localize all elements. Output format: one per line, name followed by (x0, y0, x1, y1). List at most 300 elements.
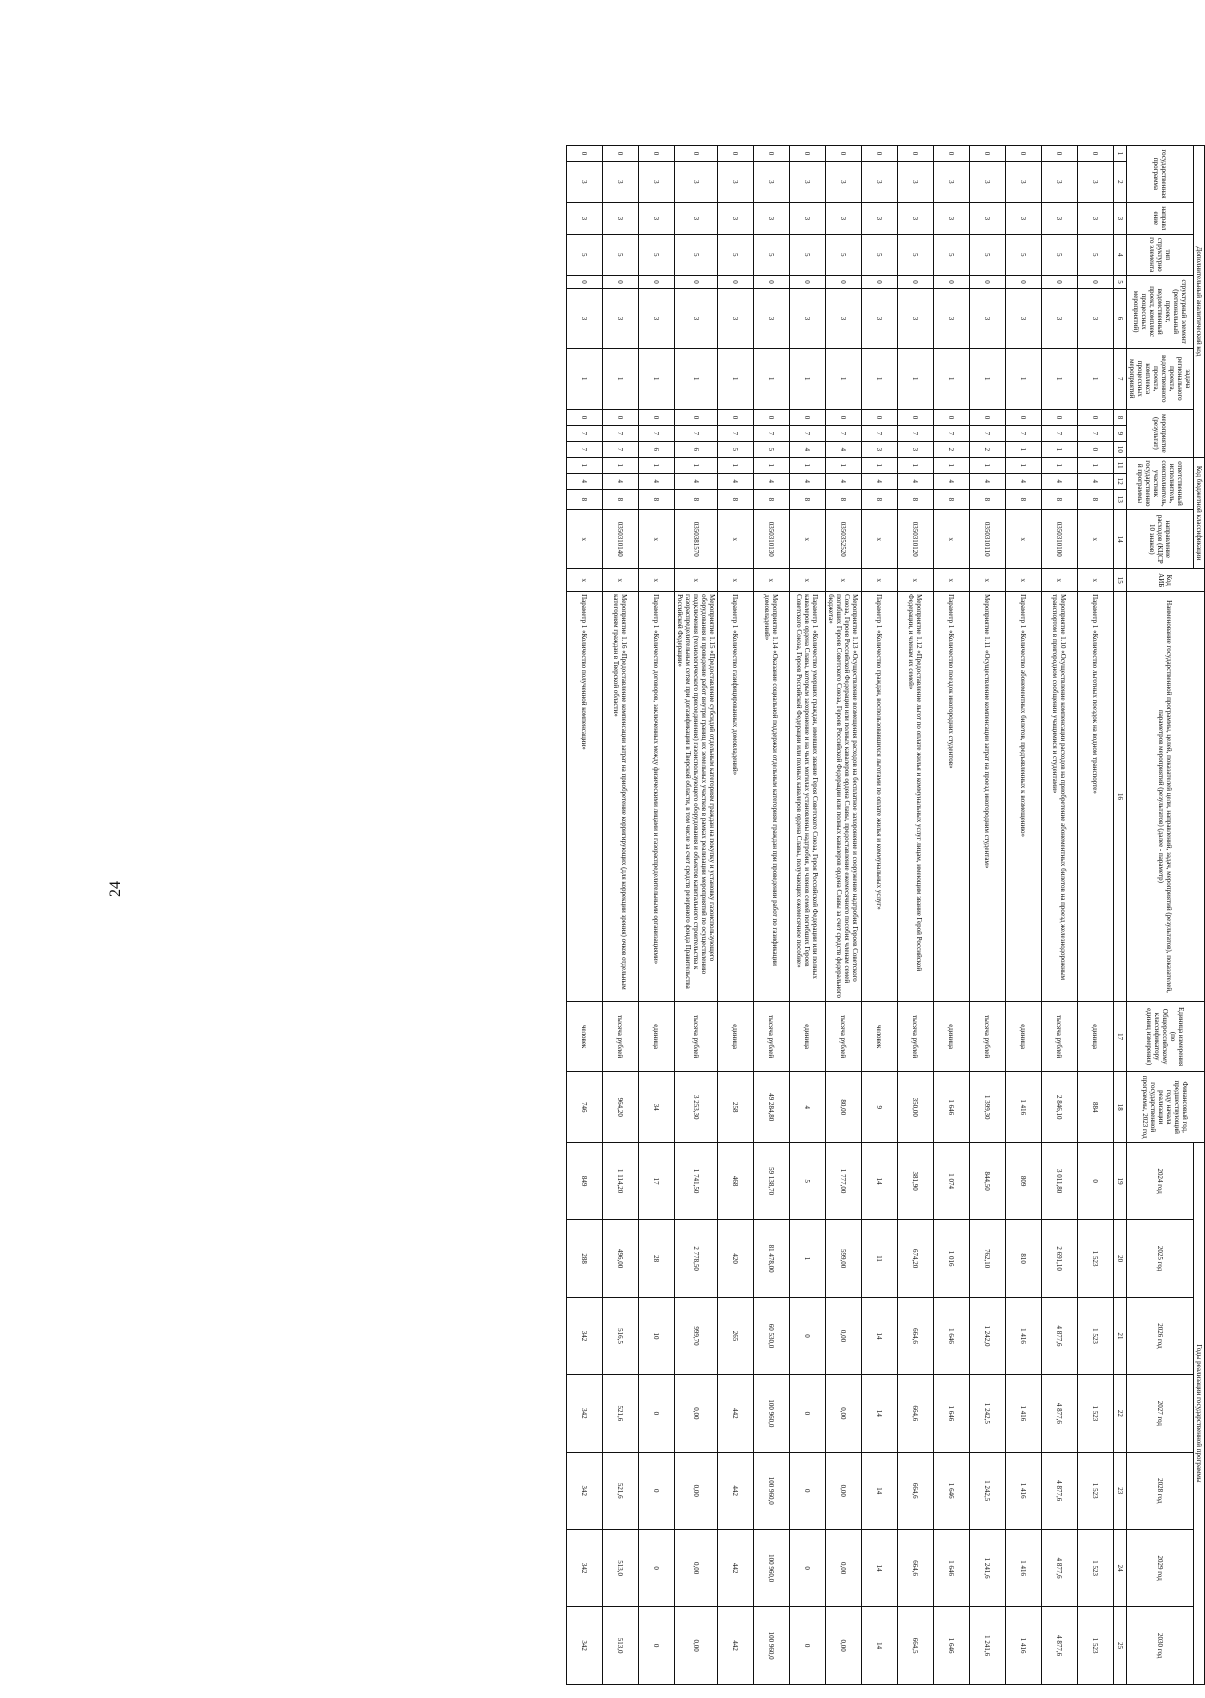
code-cell: 1 (1006, 457, 1042, 473)
value-cell: 0 (790, 1607, 826, 1685)
code-cell: 0 (934, 275, 970, 289)
code-cell: 0 (1006, 146, 1042, 162)
code-cell: 1 (675, 348, 718, 409)
code-cell: 3 (898, 202, 934, 234)
code-cell: 0 (567, 410, 603, 426)
column-number: 4 (1114, 234, 1127, 275)
code-cell: 5 (567, 234, 603, 275)
code-cell: 8 (754, 489, 790, 509)
value-cell: 1 646 (934, 1375, 970, 1452)
value-cell: 664,5 (898, 1607, 934, 1685)
table-row (718, 146, 754, 1685)
header-sub-task: задача регионального проекта, ведомственного проекта, комплекса процессных мероприятий (1127, 348, 1194, 409)
code-cell: x (898, 569, 934, 592)
column-number: 25 (1114, 1607, 1127, 1685)
code-cell: 4 (567, 473, 603, 489)
page-number: 24 (107, 881, 124, 897)
code-cell: 5 (826, 234, 862, 275)
value-cell: 844,50 (970, 1142, 1006, 1219)
code-cell: 0 (754, 146, 790, 162)
row-name-cell: Мероприятие 1.13 «Осуществление возмещения расходов на бесплатное захоронение и сооружение надгробия Героев Советского Союза, Героев Российской Федерации или полных кавалеров ордена Славы, предоставление ежемесячного пособия членам семей погибших Героев Советского Союза, Героев Российской Федерации или полных кавалеров ордена Славы за счет средств федерального бюджета» (826, 592, 862, 1002)
row-name-cell: Мероприятие 1.11 «Осуществление компенсации затрат на проезд иногородним студентам» (970, 592, 1006, 1002)
code-cell: 0 (639, 410, 675, 426)
column-number: 7 (1114, 348, 1127, 409)
code-cell: 3 (675, 289, 718, 348)
code-cell: 1 (754, 348, 790, 409)
code-cell: 5 (639, 234, 675, 275)
header-kbk: Код бюджетной классификации (1194, 457, 1205, 569)
code-cell: 0 (970, 275, 1006, 289)
code-cell: 7 (718, 425, 754, 441)
code-cell: 0 (790, 275, 826, 289)
code-cell: 3 (675, 161, 718, 202)
unit-cell: единица (1078, 1001, 1114, 1072)
value-cell: 1 416 (1006, 1072, 1042, 1143)
value-cell: 0,00 (826, 1375, 862, 1452)
table-row (1078, 146, 1114, 1685)
code-cell: 0350381570 (675, 510, 718, 569)
value-cell: 496,00 (603, 1220, 639, 1297)
code-cell: 7 (790, 425, 826, 441)
header-year: 2027 год (1127, 1375, 1194, 1452)
row-name-cell: Параметр 1 «Количество поездок иногородних студентов» (934, 592, 970, 1002)
header-sub-gp: государственная программа (1127, 146, 1194, 203)
code-cell: 0 (1042, 410, 1078, 426)
value-cell: 468 (718, 1142, 754, 1219)
value-cell: 4 877,6 (1042, 1375, 1078, 1452)
code-cell: 3 (1042, 289, 1078, 348)
code-cell: 4 (790, 473, 826, 489)
header-year: 2030 год (1127, 1607, 1194, 1685)
value-cell: 1 646 (934, 1529, 970, 1606)
header-sub-exec: ответственный исполнитель, соисполнитель, участник государственной программы (1127, 457, 1194, 509)
value-cell: 0,00 (826, 1452, 862, 1529)
code-cell: 4 (639, 473, 675, 489)
header-year: 2024 год (1127, 1142, 1194, 1219)
code-cell: 3 (934, 161, 970, 202)
value-cell: 100 960,0 (754, 1452, 790, 1529)
value-cell: 521,6 (603, 1452, 639, 1529)
code-cell: 3 (567, 289, 603, 348)
value-cell: 1 074 (934, 1142, 970, 1219)
header-dak: Дополнительный аналитический код (1194, 146, 1205, 458)
code-cell: 3 (898, 289, 934, 348)
code-cell: 1 (718, 348, 754, 409)
value-cell: 1 523 (1078, 1220, 1114, 1297)
code-cell: 7 (826, 425, 862, 441)
code-cell: 3 (1006, 202, 1042, 234)
header-kod-aib: Код АИБ (1127, 569, 1205, 592)
code-cell: 3 (754, 202, 790, 234)
header-year: 2029 год (1127, 1529, 1194, 1606)
value-cell: 1 416 (1006, 1375, 1042, 1452)
code-cell: 1 (567, 457, 603, 473)
code-cell: 0 (718, 146, 754, 162)
code-cell: 1 (754, 457, 790, 473)
column-number: 22 (1114, 1375, 1127, 1452)
value-cell: 1 241,6 (970, 1607, 1006, 1685)
value-cell: 0,00 (675, 1452, 718, 1529)
code-cell: x (639, 569, 675, 592)
code-cell: 3 (790, 289, 826, 348)
value-cell: 342 (567, 1529, 603, 1606)
code-cell: 5 (898, 234, 934, 275)
value-cell: 288 (567, 1220, 603, 1297)
code-cell: x (862, 510, 898, 569)
unit-cell: тысяча рублей (898, 1001, 934, 1072)
code-cell: 0 (826, 146, 862, 162)
code-cell: 3 (898, 161, 934, 202)
value-cell: 1 523 (1078, 1452, 1114, 1529)
value-cell: 964,20 (603, 1072, 639, 1143)
value-cell: 849 (567, 1142, 603, 1219)
code-cell: 0 (754, 275, 790, 289)
code-cell: 7 (754, 425, 790, 441)
value-cell: 11 (862, 1220, 898, 1297)
code-cell: 5 (1006, 234, 1042, 275)
code-cell: 1 (1078, 348, 1114, 409)
code-cell: 0 (898, 410, 934, 426)
code-cell: 3 (934, 289, 970, 348)
code-cell: 8 (826, 489, 862, 509)
code-cell: 3 (862, 289, 898, 348)
column-number: 11 (1114, 457, 1127, 473)
table-row (603, 146, 639, 1685)
code-cell: 0350310140 (603, 510, 639, 569)
value-cell: 746 (567, 1072, 603, 1143)
code-cell: 4 (862, 473, 898, 489)
header-sub-dir: направление (1127, 202, 1194, 234)
code-cell: 1 (970, 457, 1006, 473)
code-cell: 2 (970, 441, 1006, 457)
value-cell: 0 (790, 1375, 826, 1452)
value-cell: 1 416 (1006, 1529, 1042, 1606)
code-cell: 1 (898, 348, 934, 409)
value-cell: 14 (862, 1142, 898, 1219)
row-name-cell: Мероприятие 1.12 «Предоставление льгот по оплате жилья и коммунальных услуг лицам, имеющим звание Герой Российской Федерации, и членам их семей» (898, 592, 934, 1002)
code-cell: 0 (603, 146, 639, 162)
unit-cell: тысяча рублей (826, 1001, 862, 1072)
code-cell: 3 (970, 202, 1006, 234)
code-cell: 0350310130 (754, 510, 790, 569)
code-cell: 0 (1078, 441, 1114, 457)
row-name-cell: Мероприятие 1.16 «Предоставление компенсации затрат на приобретение корригирующих (для коррекции зрения) очков отдельным категориям граждан в Тверской области» (603, 592, 639, 1002)
code-cell: 3 (754, 289, 790, 348)
column-numbers-row (1114, 146, 1127, 1685)
value-cell: 3 011,80 (1042, 1142, 1078, 1219)
code-cell: 1 (1042, 348, 1078, 409)
code-cell: x (970, 569, 1006, 592)
code-cell: 7 (1078, 425, 1114, 441)
code-cell: 3 (862, 161, 898, 202)
code-cell: 7 (1006, 425, 1042, 441)
value-cell: 0 (639, 1375, 675, 1452)
value-cell: 5 (790, 1142, 826, 1219)
code-cell: 1 (1042, 441, 1078, 457)
code-cell: 5 (718, 441, 754, 457)
code-cell: 3 (567, 161, 603, 202)
value-cell: 14 (862, 1529, 898, 1606)
code-cell: 7 (1042, 425, 1078, 441)
code-cell: 8 (862, 489, 898, 509)
value-cell: 0 (639, 1607, 675, 1685)
value-cell: 2 846,10 (1042, 1072, 1078, 1143)
value-cell: 664,6 (898, 1297, 934, 1374)
code-cell: 4 (826, 441, 862, 457)
code-cell: x (567, 510, 603, 569)
code-cell: x (1006, 510, 1042, 569)
value-cell: 0 (639, 1452, 675, 1529)
row-name-cell: Параметр 1 «Количество газифицированных домовладений» (718, 592, 754, 1002)
code-cell: 3 (862, 441, 898, 457)
rotated-table-container (155, 145, 1205, 1685)
code-cell: 0 (603, 410, 639, 426)
value-cell: 10 (639, 1297, 675, 1374)
code-cell: 0 (718, 410, 754, 426)
code-cell: 0 (1006, 275, 1042, 289)
code-cell: 8 (718, 489, 754, 509)
value-cell: 0 (639, 1529, 675, 1606)
code-cell: 3 (718, 289, 754, 348)
table-row (1006, 146, 1042, 1685)
code-cell: 5 (934, 234, 970, 275)
table-row (639, 146, 675, 1685)
value-cell: 100 960,0 (754, 1529, 790, 1606)
code-cell: 3 (1042, 161, 1078, 202)
code-cell: 4 (898, 473, 934, 489)
code-cell: x (718, 569, 754, 592)
value-cell: 1 523 (1078, 1297, 1114, 1374)
code-cell: 8 (1006, 489, 1042, 509)
header-sub-event: мероприятие (результат) (1127, 410, 1194, 458)
code-cell: 0 (898, 275, 934, 289)
code-cell: 0 (862, 275, 898, 289)
code-cell: 8 (970, 489, 1006, 509)
code-cell: x (1006, 569, 1042, 592)
unit-cell: человек (862, 1001, 898, 1072)
code-cell: 4 (754, 473, 790, 489)
code-cell: 3 (603, 161, 639, 202)
code-cell: x (934, 569, 970, 592)
code-cell: 3 (826, 161, 862, 202)
code-cell: 8 (567, 489, 603, 509)
column-number: 2 (1114, 161, 1127, 202)
code-cell: 1 (970, 348, 1006, 409)
value-cell: 599,00 (826, 1220, 862, 1297)
code-cell: 1 (639, 348, 675, 409)
value-cell: 0,00 (675, 1375, 718, 1452)
code-cell: 4 (1006, 473, 1042, 489)
code-cell: 7 (898, 425, 934, 441)
code-cell: 8 (898, 489, 934, 509)
unit-cell: единица (790, 1001, 826, 1072)
value-cell: 664,6 (898, 1529, 934, 1606)
value-cell: 999,70 (675, 1297, 718, 1374)
code-cell: 0 (675, 146, 718, 162)
value-cell: 81 478,00 (754, 1220, 790, 1297)
code-cell: 7 (603, 425, 639, 441)
unit-cell: единица (639, 1001, 675, 1072)
table-row (970, 146, 1006, 1685)
value-cell: 4 877,6 (1042, 1529, 1078, 1606)
code-cell: 1 (639, 457, 675, 473)
value-cell: 1 241,6 (970, 1529, 1006, 1606)
header-years-group: Годы реализации государственной программы (1194, 1142, 1205, 1684)
table-row (862, 146, 898, 1685)
code-cell: 4 (1042, 473, 1078, 489)
value-cell: 513,0 (603, 1529, 639, 1606)
value-cell: 664,6 (898, 1375, 934, 1452)
value-cell: 265 (718, 1297, 754, 1374)
header-sub-dir-exp: направление расходов (КЦСР 10 знаков) (1127, 510, 1194, 569)
code-cell: 3 (790, 161, 826, 202)
code-cell: 1 (603, 348, 639, 409)
table-row (898, 146, 934, 1685)
code-cell: 1 (862, 348, 898, 409)
code-cell: 8 (790, 489, 826, 509)
value-cell: 2 778,50 (675, 1220, 718, 1297)
code-cell: 0 (1042, 146, 1078, 162)
value-cell: 381,90 (898, 1142, 934, 1219)
value-cell: 17 (639, 1142, 675, 1219)
table-row (1042, 146, 1078, 1685)
code-cell: 1 (934, 348, 970, 409)
unit-cell: единица (1006, 1001, 1042, 1072)
code-cell: 1 (934, 457, 970, 473)
code-cell: 4 (1078, 473, 1114, 489)
value-cell: 1 646 (934, 1607, 970, 1685)
code-cell: x (1078, 569, 1114, 592)
value-cell: 4 877,6 (1042, 1297, 1078, 1374)
code-cell: 8 (603, 489, 639, 509)
column-number: 16 (1114, 592, 1127, 1002)
code-cell: x (675, 569, 718, 592)
row-name-cell: Мероприятие 1.15 «Предоставление субсидий отдельным категориям граждан на покупку и установку газоиспользующего оборудования и проведение работ внутри границ их земельных участков в рамках реализации мероприятий по осуществлению подключения (технологического присоединения) газоиспользующего оборудования и объектов капитального строительства к газораспределительным сетям при догазификации в Тверской области, в том числе за счет средств резервного фонда Правительства Российской Федерации» (675, 592, 718, 1002)
value-cell: 442 (718, 1607, 754, 1685)
value-cell: 4 877,6 (1042, 1607, 1078, 1685)
value-cell: 0 (790, 1529, 826, 1606)
value-cell: 1 523 (1078, 1375, 1114, 1452)
code-cell: 0 (603, 275, 639, 289)
column-number: 13 (1114, 489, 1127, 509)
code-cell: 0 (1078, 146, 1114, 162)
code-cell: 1 (718, 457, 754, 473)
header-sub-type: тип структурного элемента (1127, 234, 1194, 275)
code-cell: 4 (603, 473, 639, 489)
value-cell: 4 (790, 1072, 826, 1143)
value-cell: 14 (862, 1375, 898, 1452)
code-cell: 8 (1042, 489, 1078, 509)
code-cell: 3 (754, 161, 790, 202)
code-cell: 0350310120 (898, 510, 934, 569)
header-sub-struct: структурный элемент (региональный проект, ведомственный проект, комплекс процессных мероприятий) (1127, 275, 1194, 348)
unit-cell: тысяча рублей (970, 1001, 1006, 1072)
value-cell: 342 (567, 1297, 603, 1374)
code-cell: 0 (1042, 275, 1078, 289)
unit-cell: тысяча рублей (603, 1001, 639, 1072)
code-cell: 0 (826, 275, 862, 289)
code-cell: 7 (862, 425, 898, 441)
program-table (566, 145, 1205, 1685)
value-cell: 3 253,30 (675, 1072, 718, 1143)
code-cell: x (754, 569, 790, 592)
code-cell: x (603, 569, 639, 592)
table-row (826, 146, 862, 1685)
code-cell: 5 (1042, 234, 1078, 275)
code-cell: 3 (639, 289, 675, 348)
code-cell: 3 (603, 289, 639, 348)
value-cell: 0,00 (826, 1607, 862, 1685)
value-cell: 674,20 (898, 1220, 934, 1297)
column-number: 5 (1114, 275, 1127, 289)
column-number: 15 (1114, 569, 1127, 592)
value-cell: 442 (718, 1452, 754, 1529)
code-cell: 0 (718, 275, 754, 289)
table-row (934, 146, 970, 1685)
column-number: 14 (1114, 510, 1127, 569)
code-cell: 5 (603, 234, 639, 275)
column-number: 23 (1114, 1452, 1127, 1529)
code-cell: 5 (1078, 234, 1114, 275)
code-cell: 1 (603, 457, 639, 473)
row-name-cell: Параметр 1 «Количество льготных поездок на водном транспорте» (1078, 592, 1114, 1002)
code-cell: 4 (826, 473, 862, 489)
value-cell: 442 (718, 1529, 754, 1606)
value-cell: 1 416 (1006, 1297, 1042, 1374)
code-cell: x (1042, 569, 1078, 592)
code-cell: 4 (790, 441, 826, 457)
code-cell: 3 (862, 202, 898, 234)
code-cell: 1 (898, 457, 934, 473)
value-cell: 0 (790, 1297, 826, 1374)
row-name-cell: Параметр 1 «Количество договоров, заключенных между физическими лицами и газораспределительными организациями» (639, 592, 675, 1002)
code-cell: 0 (675, 275, 718, 289)
value-cell: 4 877,6 (1042, 1452, 1078, 1529)
code-cell: 3 (718, 202, 754, 234)
value-cell: 342 (567, 1375, 603, 1452)
code-cell: 0 (639, 146, 675, 162)
code-cell: 5 (790, 234, 826, 275)
code-cell: x (826, 569, 862, 592)
column-number: 10 (1114, 441, 1127, 457)
code-cell: 0 (934, 146, 970, 162)
code-cell: 1 (826, 348, 862, 409)
code-cell: 3 (567, 202, 603, 234)
value-cell: 1 646 (934, 1297, 970, 1374)
unit-cell: единица (934, 1001, 970, 1072)
code-cell: 0 (826, 410, 862, 426)
code-cell: 4 (675, 473, 718, 489)
code-cell: 0350310100 (1042, 510, 1078, 569)
code-cell: 0350352520 (826, 510, 862, 569)
code-cell: 8 (1078, 489, 1114, 509)
code-cell: 3 (1006, 161, 1042, 202)
column-number: 8 (1114, 410, 1127, 426)
code-cell: 6 (675, 441, 718, 457)
code-cell: 3 (970, 161, 1006, 202)
value-cell: 1 741,50 (675, 1142, 718, 1219)
value-cell: 60 530,0 (754, 1297, 790, 1374)
code-cell: x (790, 510, 826, 569)
code-cell: 7 (675, 425, 718, 441)
code-cell: 4 (718, 473, 754, 489)
code-cell: 1 (675, 457, 718, 473)
value-cell: 1 242,0 (970, 1297, 1006, 1374)
code-cell: 1 (1006, 348, 1042, 409)
column-number: 9 (1114, 425, 1127, 441)
value-cell: 100 960,0 (754, 1607, 790, 1685)
code-cell: 0 (675, 410, 718, 426)
